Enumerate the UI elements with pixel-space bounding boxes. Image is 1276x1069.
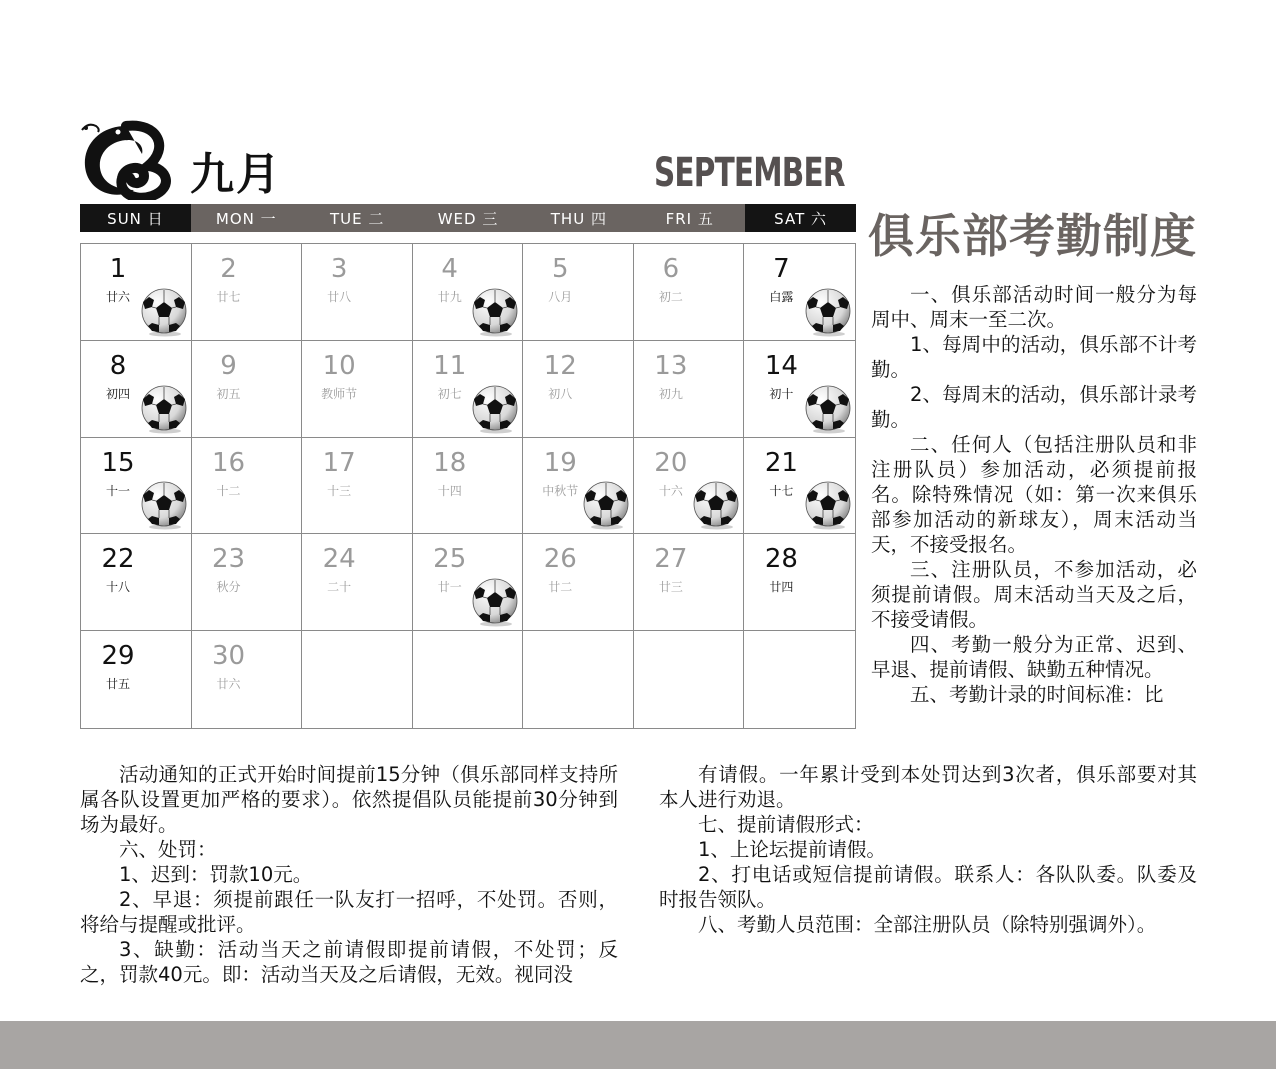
soccer-ball-icon [581, 480, 631, 530]
lunar-date: 十六 [658, 483, 683, 498]
soccer-ball-icon [803, 384, 853, 434]
weekday-thu: THU 四 [523, 204, 634, 232]
soccer-ball-icon [139, 384, 189, 434]
weekday-header [80, 204, 856, 232]
calendar-day-cell [81, 631, 192, 728]
rule-paragraph: 七、提前请假形式： [698, 813, 874, 836]
day-number: 21 [764, 447, 798, 478]
rule-paragraph: 活动通知的正式开始时间提前15分钟（俱乐部同样支持所属各队设置更加严格的要求）。依然提倡队员能提前30分钟到场为最好。 [80, 763, 618, 836]
calendar-day-cell [744, 244, 855, 341]
calendar-day-cell [413, 341, 524, 438]
calendar-day-cell [81, 438, 192, 535]
rules-title: 俱乐部考勤制度 [868, 209, 1197, 263]
day-number: 12 [543, 350, 577, 381]
calendar-day-cell [413, 534, 524, 631]
lunar-date: 十二 [216, 483, 241, 498]
calendar-grid [80, 243, 856, 729]
lunar-date: 初四 [105, 386, 130, 401]
lunar-date: 初二 [658, 290, 683, 304]
lunar-date: 廿六 [216, 677, 241, 692]
calendar-day-cell [81, 244, 192, 341]
lunar-date: 八月 [548, 290, 573, 304]
lunar-date: 廿八 [327, 290, 352, 304]
rule-paragraph: 1、迟到：罚款10元。 [119, 863, 313, 886]
soccer-ball-icon [470, 577, 520, 627]
rules-text-bottom-right [659, 762, 1197, 937]
lunar-date: 十三 [327, 483, 352, 498]
footer-bar [0, 1021, 1276, 1069]
rule-paragraph: 1、上论坛提前请假。 [698, 838, 886, 861]
rule-paragraph: 一、俱乐部活动时间一般分为每周中、周末一至二次。 [871, 283, 1197, 331]
lunar-date: 初七 [437, 386, 462, 401]
calendar-day-cell [192, 534, 303, 631]
weekday-wed: WED 三 [413, 204, 524, 232]
lunar-date: 廿五 [105, 677, 130, 692]
lunar-date: 秋分 [216, 580, 241, 595]
lunar-date: 十一 [105, 483, 130, 498]
snake-logo-icon [78, 118, 174, 200]
day-number: 28 [764, 544, 798, 575]
soccer-ball-icon [139, 287, 189, 337]
calendar-day-cell [413, 438, 524, 535]
day-number: 3 [330, 254, 348, 284]
calendar-day-cell [744, 341, 855, 438]
rule-paragraph: 2、打电话或短信提前请假。联系人：各队队委。队委及时报告领队。 [659, 863, 1197, 911]
calendar-day-cell [81, 534, 192, 631]
calendar-empty-cell [302, 631, 413, 728]
day-number: 2 [220, 254, 237, 284]
day-number: 20 [654, 447, 688, 478]
day-number: 18 [433, 447, 467, 478]
calendar-day-cell [192, 631, 303, 728]
calendar-day-cell [413, 244, 524, 341]
lunar-date: 十七 [769, 483, 794, 498]
month-title-cn: 九月 [190, 149, 282, 200]
calendar-day-cell [81, 341, 192, 438]
calendar-day-cell [523, 244, 634, 341]
lunar-date: 初五 [216, 386, 241, 401]
calendar-day-cell [192, 341, 303, 438]
lunar-date: 初九 [658, 386, 683, 401]
calendar-day-cell [634, 341, 745, 438]
day-number: 15 [101, 447, 135, 478]
calendar-day-cell [302, 341, 413, 438]
lunar-date: 十八 [105, 580, 130, 595]
rules-text-bottom-left [80, 762, 618, 987]
soccer-ball-icon [803, 480, 853, 530]
lunar-date: 十四 [437, 483, 462, 498]
calendar-day-cell [302, 244, 413, 341]
day-number: 4 [441, 254, 458, 284]
lunar-date: 廿四 [769, 580, 794, 595]
lunar-date: 廿一 [437, 580, 462, 595]
weekday-tue: TUE 二 [302, 204, 413, 232]
day-number: 30 [212, 641, 246, 672]
lunar-date: 教师节 [321, 386, 358, 401]
lunar-date: 中秋节 [542, 483, 579, 498]
rule-paragraph: 四、考勤一般分为正常、迟到、早退、提前请假、缺勤五种情况。 [871, 633, 1197, 681]
calendar-day-cell [744, 534, 855, 631]
lunar-date: 白露 [769, 290, 794, 304]
day-number: 19 [543, 447, 577, 478]
day-number: 16 [212, 447, 246, 478]
day-number: 25 [433, 544, 467, 575]
rule-paragraph: 六、处罚： [119, 838, 217, 861]
day-number: 14 [764, 350, 798, 381]
weekday-sun: SUN 日 [80, 204, 191, 232]
calendar-day-cell [523, 438, 634, 535]
day-number: 7 [773, 254, 790, 284]
day-number: 10 [322, 350, 356, 381]
lunar-date: 廿六 [105, 290, 130, 304]
calendar-day-cell [634, 244, 745, 341]
day-number: 23 [212, 544, 246, 575]
rule-paragraph: 2、早退：须提前跟任一队友打一招呼，不处罚。否则，将给与提醒或批评。 [80, 888, 618, 936]
day-number: 17 [322, 447, 356, 478]
lunar-date: 廿二 [548, 580, 573, 595]
lunar-date: 廿九 [437, 290, 462, 304]
day-number: 11 [433, 350, 467, 381]
month-title-en: SEPTEMBER [654, 150, 845, 196]
weekday-sat: SAT 六 [745, 204, 856, 232]
lunar-date: 初八 [548, 386, 573, 401]
day-number: 6 [662, 254, 680, 284]
soccer-ball-icon [470, 287, 520, 337]
soccer-ball-icon [691, 480, 741, 530]
calendar-day-cell [192, 244, 303, 341]
day-number: 5 [552, 254, 569, 284]
rules-text-right [871, 282, 1197, 707]
day-number: 27 [654, 544, 688, 575]
soccer-ball-icon [139, 480, 189, 530]
weekday-fri: FRI 五 [634, 204, 745, 232]
calendar-empty-cell [413, 631, 524, 728]
day-number: 24 [322, 544, 356, 575]
calendar-day-cell [634, 438, 745, 535]
day-number: 22 [101, 544, 135, 575]
lunar-date: 二十 [327, 580, 352, 595]
rule-paragraph: 有请假。一年累计受到本处罚达到3次者，俱乐部要对其本人进行劝退。 [659, 763, 1197, 811]
rule-paragraph: 2、每周末的活动，俱乐部计录考勤。 [871, 383, 1197, 431]
lunar-date: 廿三 [658, 580, 683, 595]
calendar-empty-cell [744, 631, 855, 728]
rule-paragraph: 三、注册队员，不参加活动，必须提前请假。周末活动当天及之后，不接受请假。 [871, 558, 1197, 631]
calendar-day-cell [192, 438, 303, 535]
calendar-day-cell [744, 438, 855, 535]
calendar-empty-cell [523, 631, 634, 728]
day-number: 8 [109, 350, 127, 381]
rule-paragraph: 八、考勤人员范围：全部注册队员（除特别强调外）。 [698, 913, 1157, 936]
rule-paragraph: 二、任何人（包括注册队员和非注册队员）参加活动，必须提前报名。除特殊情况（如：第一次来俱乐部参加活动的新球友），周末活动当天，不接受报名。 [871, 433, 1197, 556]
calendar-empty-cell [634, 631, 745, 728]
calendar-day-cell [523, 341, 634, 438]
soccer-ball-icon [803, 287, 853, 337]
calendar-day-cell [302, 534, 413, 631]
weekday-mon: MON 一 [191, 204, 302, 232]
day-number: 1 [109, 254, 127, 284]
lunar-date: 初十 [769, 386, 794, 401]
rule-paragraph: 1、每周中的活动，俱乐部不计考勤。 [871, 333, 1197, 381]
soccer-ball-icon [470, 384, 520, 434]
lunar-date: 廿七 [216, 290, 241, 304]
day-number: 26 [543, 544, 577, 575]
calendar-day-cell [523, 534, 634, 631]
rule-paragraph: 五、考勤计录的时间标准：比 [910, 683, 1164, 706]
day-number: 13 [654, 350, 688, 381]
day-number: 29 [101, 641, 135, 672]
calendar-day-cell [302, 438, 413, 535]
day-number: 9 [220, 350, 237, 381]
calendar-day-cell [634, 534, 745, 631]
rule-paragraph: 3、缺勤：活动当天之前请假即提前请假，不处罚；反之，罚款40元。即：活动当天及之后请假，无效。视同没 [80, 938, 618, 986]
